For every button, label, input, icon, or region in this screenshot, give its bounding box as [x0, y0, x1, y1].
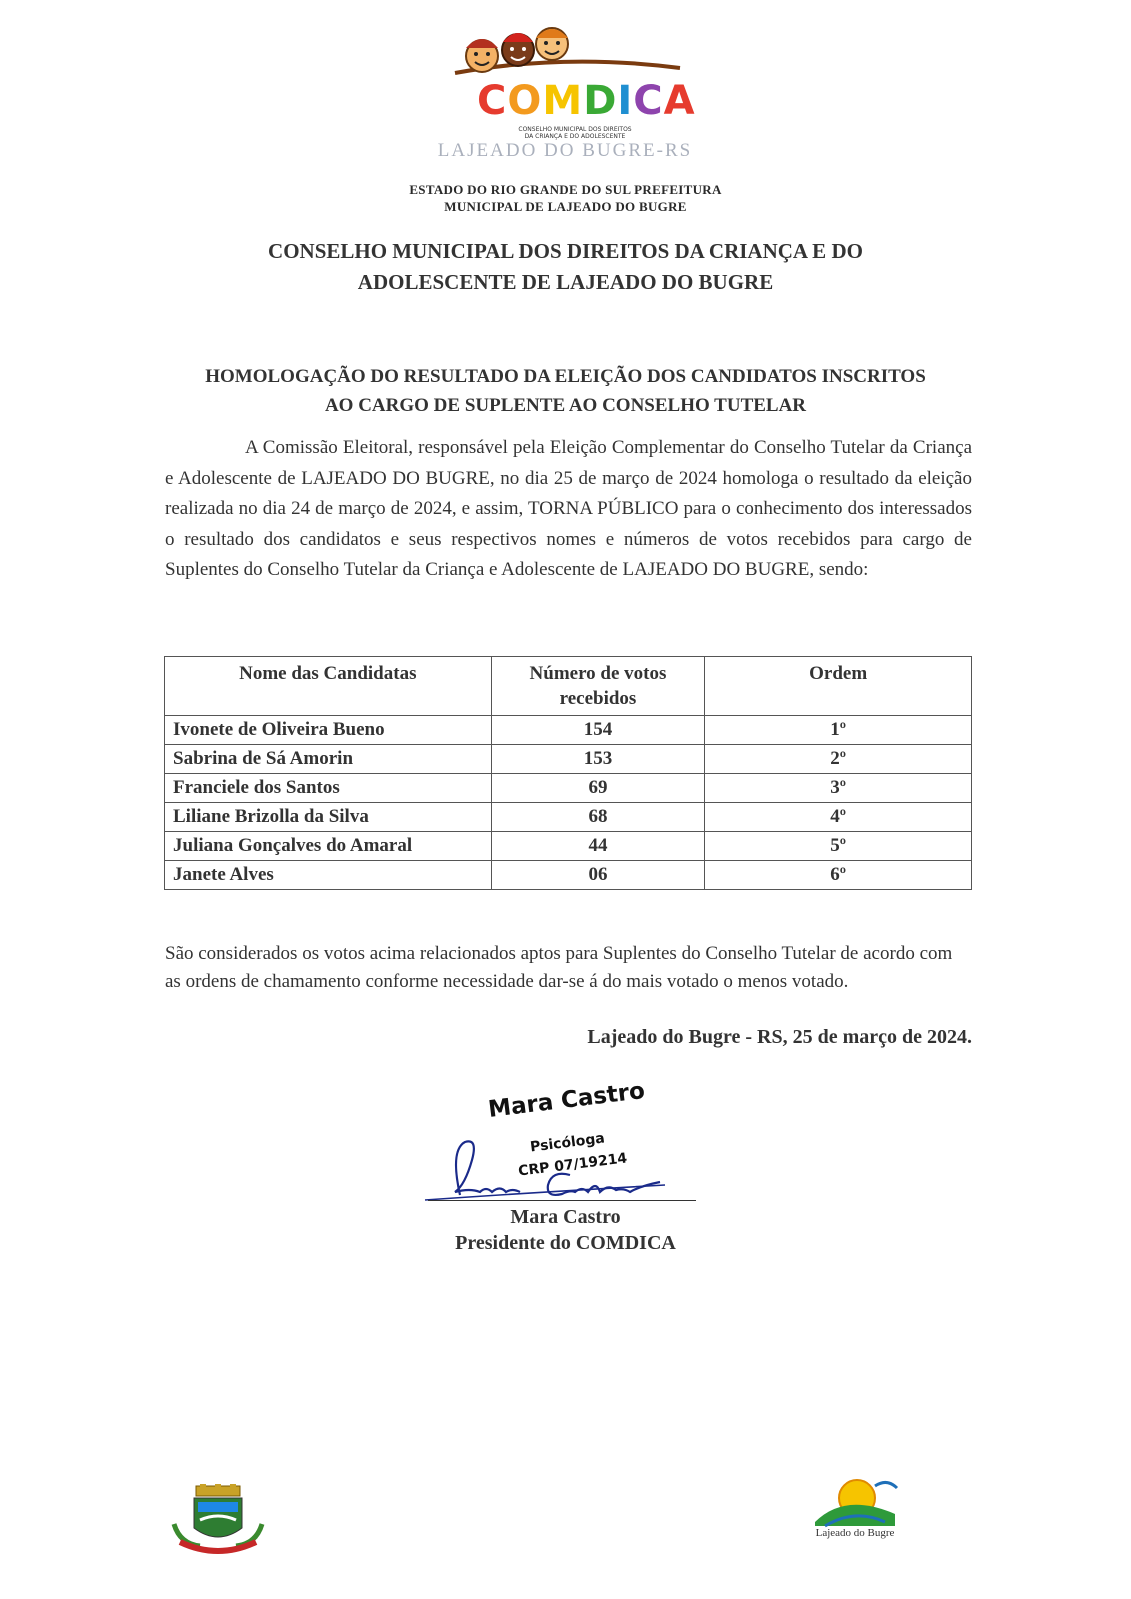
municipal-crest-icon: [170, 1484, 266, 1556]
cell-votes: 06: [491, 861, 705, 890]
brand-letter: A: [663, 78, 696, 124]
town-logo-text: Lajeado do Bugre: [815, 1527, 895, 1539]
header-votes: Número de votos recebidos: [491, 657, 705, 716]
brand-letter: I: [617, 78, 634, 124]
cell-name: Franciele dos Santos: [165, 774, 492, 803]
cell-order: 6º: [705, 861, 972, 890]
document-title: HOMOLOGAÇÃO DO RESULTADO DA ELEIÇÃO DOS CANDIDATOS INSCRITOS AO CARGO DE SUPLENTE AO CONSELHO TUTELAR: [205, 366, 926, 416]
comdica-wordmark: [477, 78, 696, 124]
cell-votes: 44: [491, 832, 705, 861]
brand-letter: C: [477, 78, 508, 124]
sun-hills-icon: [805, 1472, 905, 1528]
table-header-row: [165, 657, 972, 716]
table-row: [165, 832, 972, 861]
cell-order: 1º: [705, 716, 972, 745]
handwritten-signature: [420, 1130, 710, 1210]
body-paragraph: A Comissão Eleitoral, responsável pela Eleição Complementar do Conselho Tutelar da Criança e Adolescente de LAJEADO DO BUGRE, no dia 25 de março de 2024 homologa o resultado da eleição realizada no dia 24 de março de 2024, e assim, TORNA PÚBLICO para o conhecimento dos interessados o resultado dos candidatos e seus respectivos nomes e números de votos recebidos para cargo de Suplentes do Conselho Tutelar da Criança e Adolescente de LAJEADO DO BUGRE, sendo:: [165, 437, 972, 580]
table-row: [165, 861, 972, 890]
signature-line: [428, 1200, 696, 1201]
signatory-name: Mara Castro: [510, 1206, 621, 1228]
comdica-logo: [430, 18, 700, 168]
cell-order: 2º: [705, 745, 972, 774]
cell-votes: 154: [491, 716, 705, 745]
brand-letter: O: [507, 78, 543, 124]
cell-order: 5º: [705, 832, 972, 861]
logo-city: LAJEADO DO BUGRE-RS: [437, 140, 693, 161]
stamp-name: Mara Castro: [486, 1077, 647, 1123]
brand-letter: D: [583, 78, 618, 124]
cell-name: Sabrina de Sá Amorin: [165, 745, 492, 774]
header-name: Nome das Candidatas: [165, 657, 492, 716]
closing-paragraph: São considerados os votos acima relacionados aptos para Suplentes do Conselho Tutelar de acordo com as ordens de chamamento conforme necessidade dar-se á do mais votado o menos votado.: [165, 943, 953, 992]
brand-letter: M: [542, 78, 584, 124]
cell-name: Janete Alves: [165, 861, 492, 890]
cell-votes: 68: [491, 803, 705, 832]
logo-subtitle: CONSELHO MUNICIPAL DOS DIREITOS DA CRIANÇA E DO ADOLESCENTE: [518, 126, 632, 140]
town-logo: [805, 1472, 905, 1554]
cell-votes: 153: [491, 745, 705, 774]
cell-name: Liliane Brizolla da Silva: [165, 803, 492, 832]
cell-order: 3º: [705, 774, 972, 803]
cell-name: Ivonete de Oliveira Bueno: [165, 716, 492, 745]
table-row: [165, 774, 972, 803]
results-table: [164, 656, 972, 890]
cell-votes: 69: [491, 774, 705, 803]
table-row: [165, 716, 972, 745]
place-date: Lajeado do Bugre - RS, 25 de março de 2024.: [587, 1026, 972, 1048]
stamp-role: Psicóloga: [529, 1130, 606, 1156]
signatory-role: Presidente do COMDICA: [455, 1232, 676, 1254]
table-row: [165, 745, 972, 774]
table-row: [165, 803, 972, 832]
children-faces-icon: [430, 18, 700, 80]
header-order: Ordem: [705, 657, 972, 716]
state-header: ESTADO DO RIO GRANDE DO SUL PREFEITURA MUNICIPAL DE LAJEADO DO BUGRE: [409, 182, 722, 214]
brand-letter: C: [633, 78, 664, 124]
stamp-crp: CRP 07/19214: [517, 1150, 629, 1180]
council-heading: CONSELHO MUNICIPAL DOS DIREITOS DA CRIANÇA E DO ADOLESCENTE DE LAJEADO DO BUGRE: [268, 239, 863, 294]
cell-name: Juliana Gonçalves do Amaral: [165, 832, 492, 861]
cell-order: 4º: [705, 803, 972, 832]
